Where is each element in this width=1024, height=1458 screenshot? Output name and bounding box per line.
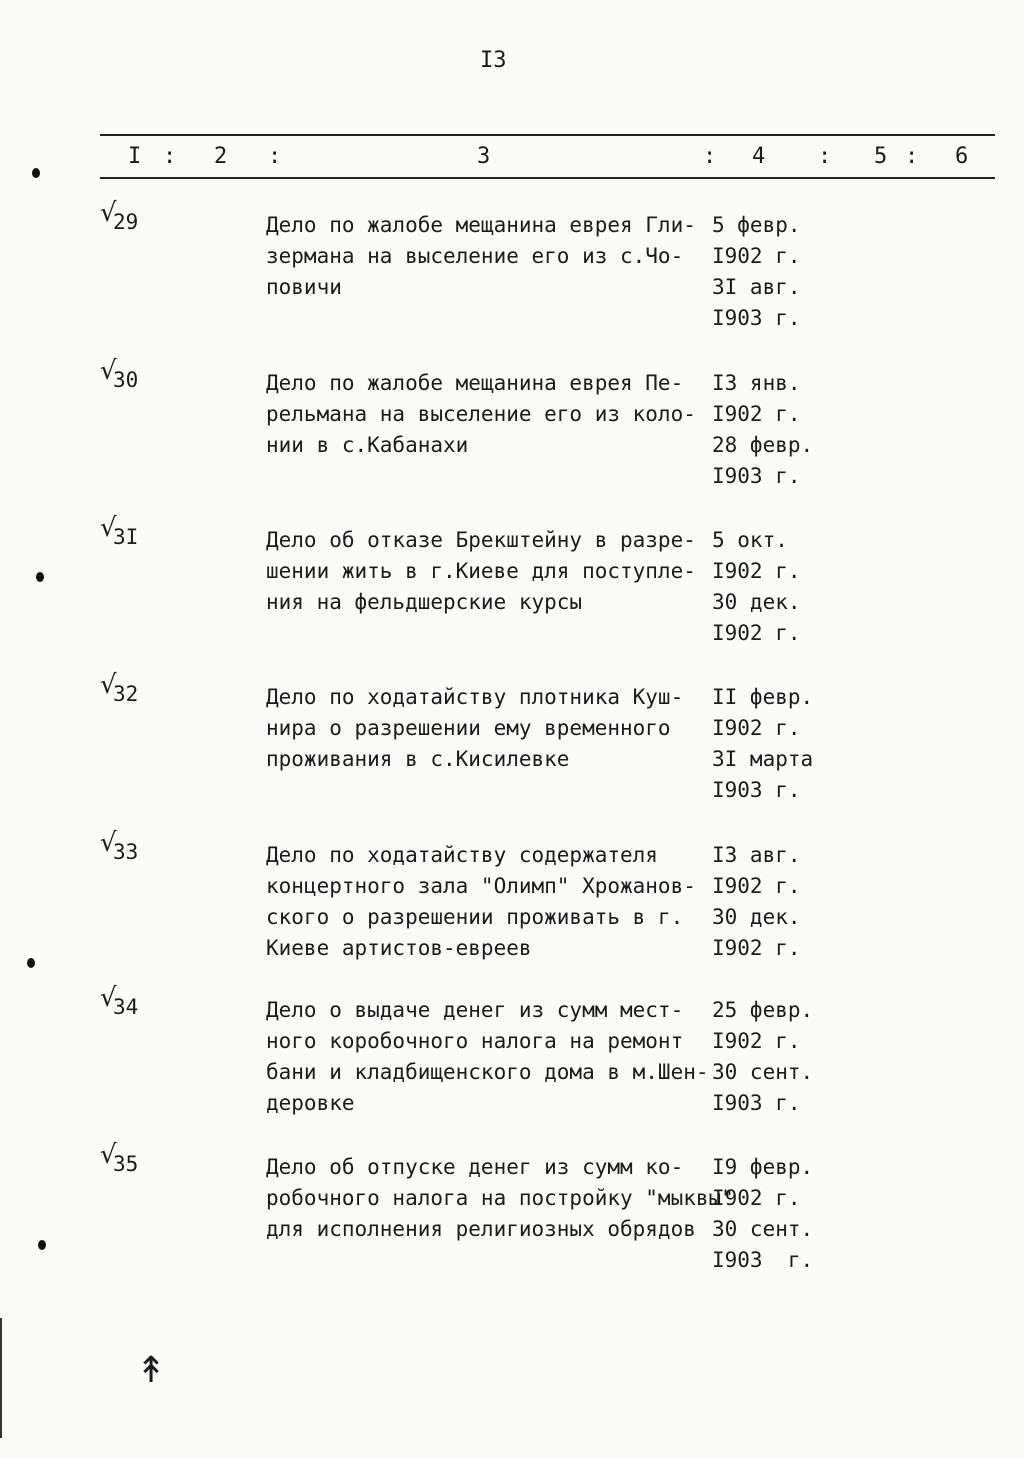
date-line: I3 авг. <box>712 843 801 867</box>
checkmark-icon: √ <box>100 983 117 1013</box>
date-line: II февр. <box>712 685 814 709</box>
checkmark-icon: √ <box>100 198 117 228</box>
description-line: Дело о выдаче денег из сумм мест- <box>266 998 684 1022</box>
handwritten-mark: ↟ <box>136 1350 167 1391</box>
date-line: I9 февр. <box>712 1155 814 1179</box>
date-line: 3I авг. <box>712 275 801 299</box>
date-line: I902 г. <box>712 559 801 583</box>
date-line: 25 февр. <box>712 998 814 1022</box>
header-separator: : <box>703 144 717 169</box>
description-line: шении жить в г.Киеве для поступле- <box>266 559 696 583</box>
date-line: I902 г. <box>712 936 801 960</box>
row-number: 33 <box>113 840 139 864</box>
description-line: Дело по ходатайству плотника Куш- <box>266 685 684 709</box>
description-line: Дело по ходатайству содержателя <box>266 843 658 867</box>
punch-hole-mark <box>36 572 44 582</box>
description-line: проживания в с.Кисилевке <box>266 747 570 771</box>
description-line: Дело об отказе Брекштейну в разре- <box>266 528 696 552</box>
description-line: Киеве артистов-евреев <box>266 936 532 960</box>
header-col-1: I <box>128 144 142 169</box>
description-line: Дело по жалобе мещанина еврея Пе- <box>266 371 684 395</box>
description-line: деровке <box>266 1091 355 1115</box>
date-line: 28 февр. <box>712 433 814 457</box>
checkmark-icon: √ <box>100 356 117 386</box>
table-header-top-rule <box>100 134 995 136</box>
description-line: Дело по жалобе мещанина еврея Гли- <box>266 213 696 237</box>
description-line: рельмана на выселение его из коло- <box>266 402 696 426</box>
date-line: I902 г. <box>712 716 801 740</box>
description-line: для исполнения религиозных обрядов <box>266 1217 696 1241</box>
date-line: 30 сент. <box>712 1060 814 1084</box>
date-line: I903 г. <box>712 464 801 488</box>
description-line: бани и кладбищенского дома в м.Шен- <box>266 1060 709 1084</box>
checkmark-icon: √ <box>100 670 117 700</box>
date-line: 30 дек. <box>712 590 801 614</box>
page-edge-line <box>0 1318 2 1438</box>
date-line: I903 г. <box>712 1248 814 1272</box>
row-number: 29 <box>113 210 139 234</box>
description-line: ного коробочного налога на ремонт <box>266 1029 684 1053</box>
date-line: I903 г. <box>712 306 801 330</box>
date-line: 5 окт. <box>712 528 788 552</box>
date-line: I3 янв. <box>712 371 801 395</box>
date-line: 30 сент. <box>712 1217 814 1241</box>
date-line: I902 г. <box>712 874 801 898</box>
date-line: I902 г. <box>712 402 801 426</box>
header-col-3: 3 <box>477 144 491 169</box>
date-line: I902 г. <box>712 1029 801 1053</box>
description-line: концертного зала "Олимп" Хрожанов- <box>266 874 696 898</box>
row-number: 30 <box>113 368 139 392</box>
punch-hole-mark <box>38 1240 46 1250</box>
date-line: I903 г. <box>712 778 801 802</box>
date-line: I903 г. <box>712 1091 801 1115</box>
checkmark-icon: √ <box>100 513 117 543</box>
date-line: 30 дек. <box>712 905 801 929</box>
header-separator: : <box>818 144 832 169</box>
row-number: 34 <box>113 995 139 1019</box>
header-col-4: 4 <box>752 144 766 169</box>
date-line: I902 г. <box>712 621 801 645</box>
date-line: I902 г. <box>712 244 801 268</box>
punch-hole-mark <box>27 958 35 968</box>
table-header-bottom-rule <box>100 177 995 179</box>
row-number: 32 <box>113 682 139 706</box>
description-line: ского о разрешении проживать в г. <box>266 905 684 929</box>
row-number: 3I <box>113 525 139 549</box>
header-separator: : <box>905 144 919 169</box>
description-line: зермана на выселение его из с.Чо- <box>266 244 684 268</box>
checkmark-icon: √ <box>100 828 117 858</box>
page-number: I3 <box>480 48 507 73</box>
date-line: 5 февр. <box>712 213 801 237</box>
header-col-2: 2 <box>214 144 228 169</box>
description-line: нира о разрешении ему временного <box>266 716 671 740</box>
description-line: робочного налога на постройку "мыквы" <box>266 1186 734 1210</box>
description-line: Дело об отпуске денег из сумм ко- <box>266 1155 684 1179</box>
checkmark-icon: √ <box>100 1140 117 1170</box>
punch-hole-mark <box>32 168 40 178</box>
header-col-5: 5 <box>874 144 888 169</box>
row-number: 35 <box>113 1152 139 1176</box>
date-line: 3I марта <box>712 747 814 771</box>
description-line: повичи <box>266 275 342 299</box>
header-separator: : <box>268 144 282 169</box>
header-col-6: 6 <box>955 144 969 169</box>
date-line: I902 г. <box>712 1186 801 1210</box>
description-line: ния на фельдшерские курсы <box>266 590 583 614</box>
description-line: нии в с.Кабанахи <box>266 433 469 457</box>
header-separator: : <box>163 144 177 169</box>
